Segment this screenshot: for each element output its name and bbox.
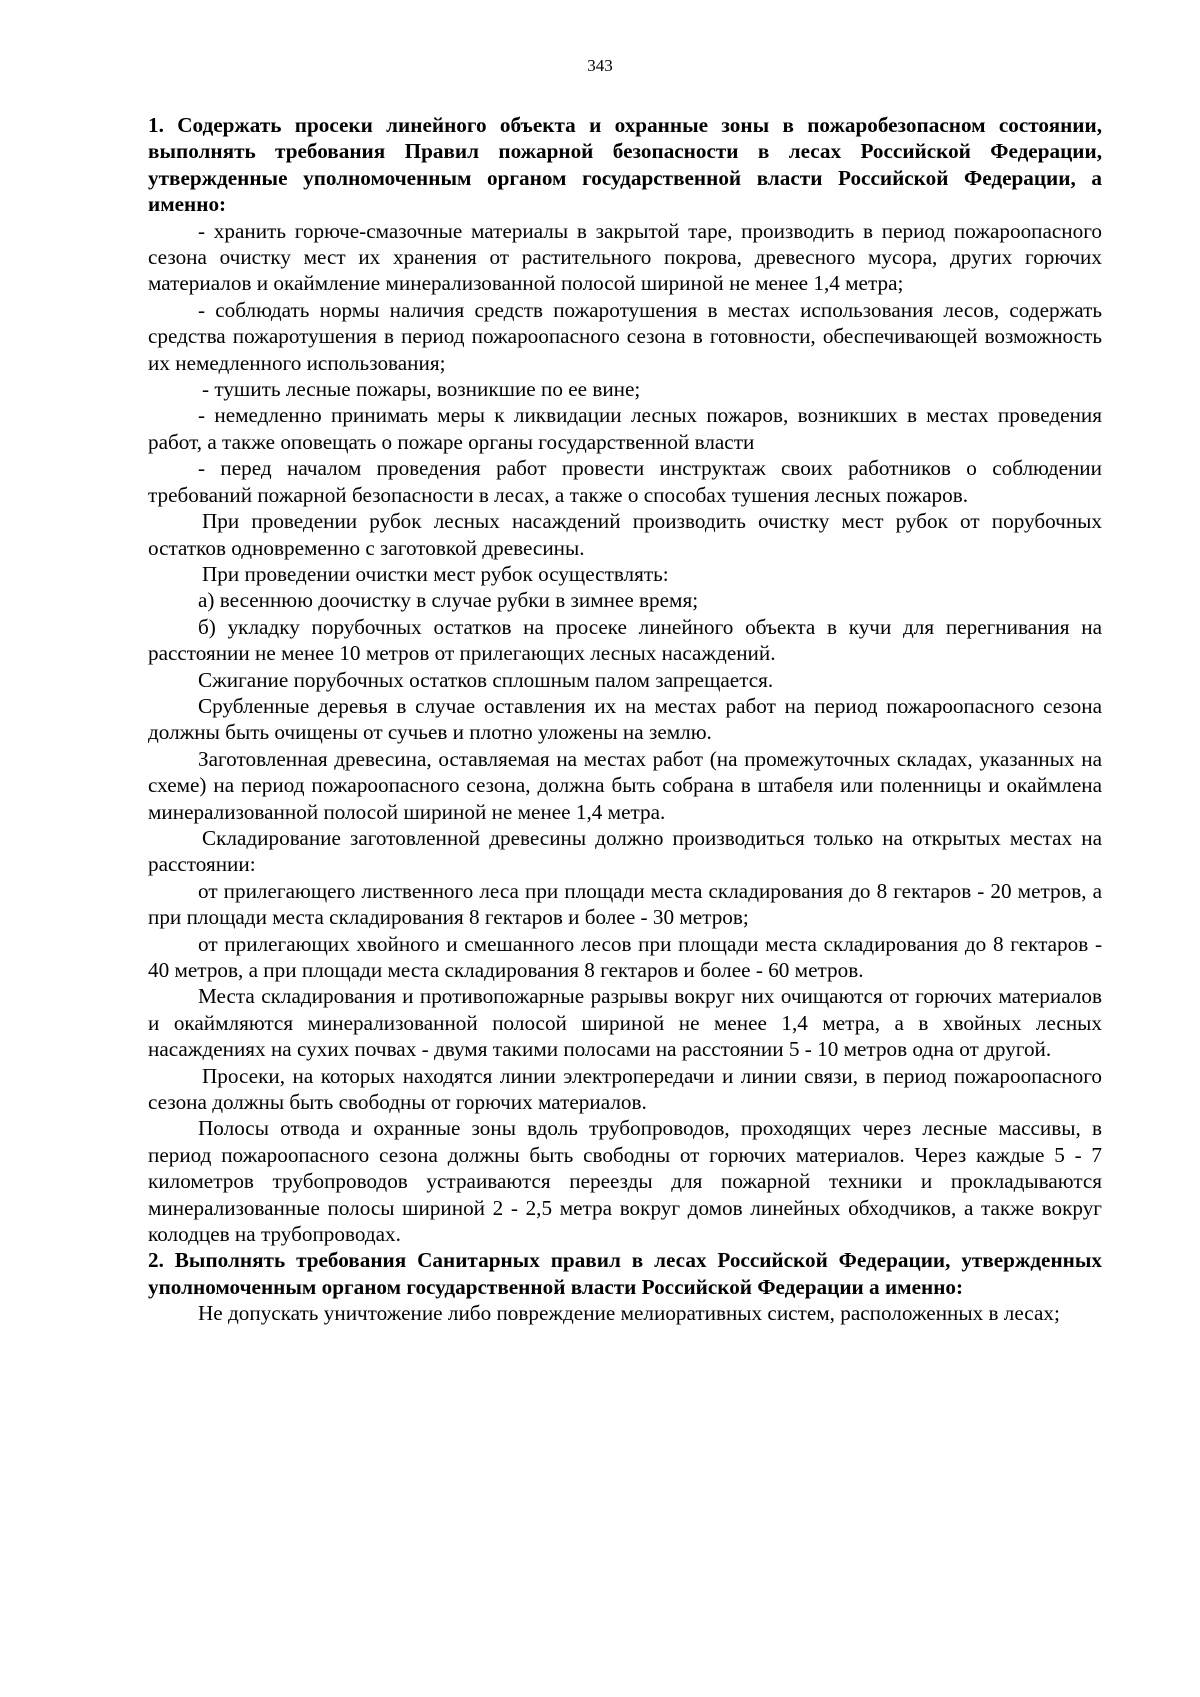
paragraph: от прилегающих хвойного и смешанного лесов при площади места складирования до 8 гектаров - 40 метров, а при площади места складирования 8 гектаров и более - 60 метров. xyxy=(148,931,1102,982)
paragraph: - хранить горюче-смазочные материалы в закрытой таре, производить в период пожароопасного сезона очистку мест их хранения от растительного покрова, древесного мусора, других горючих материалов и окаймление минерализованной полосой шириной не менее 1,4 метра; xyxy=(148,218,1102,296)
paragraph: При проведении очистки мест рубок осуществлять: xyxy=(202,561,669,586)
paragraph: Сжигание порубочных остатков сплошным палом запрещается. xyxy=(198,667,774,692)
paragraph: а) весеннюю доочистку в случае рубки в зимнее время; xyxy=(198,588,699,613)
paragraph: от прилегающего лиственного леса при площади места складирования до 8 гектаров - 20 метров, а при площади места складирования 8 гектаров и более - 30 метров; xyxy=(148,878,1102,930)
paragraph: Складирование заготовленной древесины должно производиться только на открытых местах на расстоянии: xyxy=(148,825,1102,877)
paragraph: - соблюдать нормы наличия средств пожаротушения в местах использования лесов, содержать средства пожаротушения в период пожароопасного сезона в готовности, обеспечивающей возможность их немедленного использования; xyxy=(148,297,1102,375)
paragraph: Места складирования и противопожарные разрывы вокруг них очищаются от горючих материалов и окаймляются минерализованной полосой шириной не менее 1,4 метра, а в хвойных лесных насаждениях на сухих почвах - двумя такими полосами на расстоянии 5 - 10 метров одна от другой. xyxy=(148,984,1102,1062)
paragraph: Заготовленная древесина, оставляемая на местах работ (на промежуточных складах, указанных на схеме) на период пожароопасного сезона, должна быть собрана в штабеля или поленницы и окаймлена минерализованной полосой шириной не менее 1,4 метра. xyxy=(148,746,1102,824)
paragraph: Срубленные деревья в случае оставления их на местах работ на период пожароопасного сезона должны быть очищены от сучьев и плотно уложены на землю. xyxy=(148,693,1102,745)
paragraph: При проведении рубок лесных насаждений производить очистку мест рубок от порубочных остатков одновременно с заготовкой древесины. xyxy=(148,509,1102,560)
paragraph: Просеки, на которых находятся линии электропередачи и линии связи, в период пожароопасного сезона должны быть свободны от горючих материалов. xyxy=(148,1063,1102,1115)
page-number: 343 xyxy=(587,56,613,75)
paragraph: - немедленно принимать меры к ликвидации лесных пожаров, возникших в местах проведения работ, а также оповещать о пожаре органы государственной власти xyxy=(148,403,1102,454)
section-heading-2: 2. Выполнять требования Санитарных правил в лесах Российской Федерации, утвержденных уполномоченным органом государственной власти Российской Федерации а именно: xyxy=(148,1248,1102,1299)
document-body xyxy=(148,112,1102,1327)
paragraph: Не допускать уничтожение либо повреждение мелиоративных систем, расположенных в лесах; xyxy=(198,1301,1060,1326)
paragraph: б) укладку порубочных остатков на просеке линейного объекта в кучи для перегнивания на расстоянии не менее 10 метров от прилегающих лесных насаждений. xyxy=(148,614,1102,666)
section-heading-1: 1. Содержать просеки линейного объекта и охранные зоны в пожаробезопасном состоянии, выполнять требования Правил пожарной безопасности в лесах Российской Федерации, утвержденные уполномоченным органом государственной власти Российской Федерации, а именно: xyxy=(148,113,1102,217)
paragraph: - перед началом проведения работ провести инструктаж своих работников о соблюдении требований пожарной безопасности в лесах, а также о способах тушения лесных пожаров. xyxy=(148,456,1102,507)
paragraph: Полосы отвода и охранные зоны вдоль трубопроводов, проходящих через лесные массивы, в период пожароопасного сезона должны быть свободны от горючих материалов. Через каждые 5 - 7 километров трубопроводов устраиваются переезды для пожарной техники и прокладываются минерализованные полосы шириной 2 - 2,5 метра вокруг домов линейных обходчиков, а также вокруг колодцев на трубопроводах. xyxy=(148,1116,1102,1247)
paragraph: - тушить лесные пожары, возникшие по ее вине; xyxy=(202,377,641,402)
